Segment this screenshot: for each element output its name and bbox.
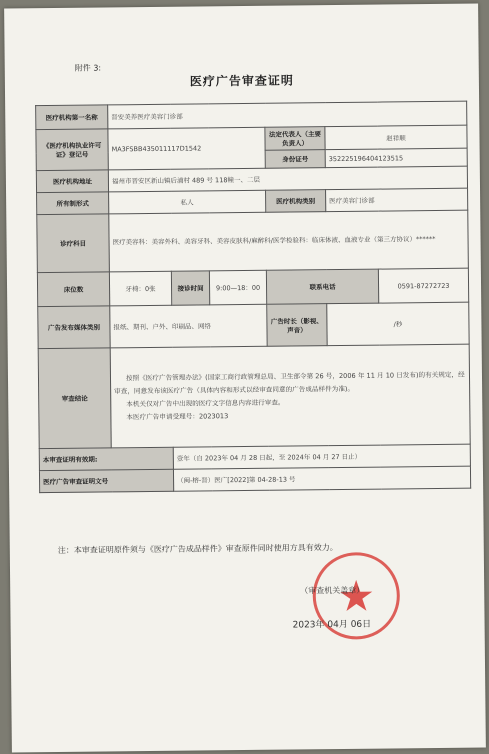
conclusion-paragraph-1: 按照《医疗广告管理办法》(国家工商行政管理总局、卫生部令第 26 号，2006 年 11 月 10 日发布)的有关规定，经审查，同意发布该医疗广告（具体内容和形式以经审查同意的广告成品样件为准)。: [114, 370, 465, 395]
value-validity: 壹年（自 2023年 04 月 28 日起，至 2024年 04 月 27 日止）: [173, 444, 470, 469]
label-duration: 广告时长（影视、声音）: [267, 304, 327, 347]
value-category: 医疗美容门诊部: [326, 188, 468, 211]
row-subjects: [37, 210, 469, 273]
row-beds: [37, 268, 468, 307]
value-legal-rep: 赵祥顺: [325, 125, 467, 149]
certificate-table: [35, 101, 471, 494]
signature-label: （审查机关盖章）: [300, 585, 365, 596]
value-address: 福州市晋安区新山镇后浦村 489 号 118幢一、二层: [108, 166, 467, 192]
value-hours: 9:00—18：00: [209, 270, 266, 305]
label-id-number: 身份证号: [265, 150, 325, 169]
value-phone: 0591-87272723: [378, 268, 468, 303]
value-subjects: 医疗美容科：美容外科、美容牙科、美容皮肤科/麻醉科/医学检验科：临床体液、血液专业（第三方协议）******: [109, 210, 469, 272]
label-address: 医疗机构地址: [36, 170, 108, 193]
label-institution-name: 医疗机构第一名称: [36, 105, 108, 130]
value-institution-name: 晋安美养医疗美容门诊部: [108, 101, 467, 129]
label-hours: 接诊时间: [171, 271, 209, 305]
document-page: [4, 4, 486, 753]
label-subjects: 诊疗科目: [37, 214, 110, 273]
annex-label: 附件 3:: [74, 63, 102, 73]
row-conclusion: [38, 344, 470, 449]
value-id-number: 352225196404123515: [325, 148, 467, 167]
document-title: 医疗广告审查证明: [189, 73, 294, 89]
conclusion-paragraph-3: 本医疗广告申请受理号：2023013: [126, 411, 229, 421]
label-category: 医疗机构类别: [266, 190, 326, 213]
label-legal-rep: 法定代表人（主要负责人）: [265, 127, 325, 151]
label-ownership: 所有制形式: [37, 192, 109, 215]
value-duration: /秒: [327, 302, 469, 345]
issue-date: 2023年 04月 06日: [292, 619, 372, 631]
label-beds: 床位数: [37, 272, 109, 307]
row-approval: [39, 466, 470, 493]
conclusion-paragraph-2: 本机关仅对广告中出现的医疗文字信息内容进行审查。: [126, 398, 285, 408]
label-validity: 本审查证明有效期:: [39, 447, 173, 470]
label-phone: 联系电话: [266, 269, 378, 304]
row-media: [38, 302, 469, 349]
value-ownership: 私人: [109, 190, 266, 214]
value-chairs: 牙椅：0张: [109, 271, 171, 306]
value-approval: （闽-榕-晋）医广[2022]第 04-28-13 号: [173, 466, 470, 491]
value-conclusion: [110, 344, 470, 448]
value-license: MA3FSBB435011117D1542: [108, 127, 265, 170]
label-license: 《医疗机构执业许可证》登记号: [36, 129, 108, 171]
footnote: 注：本审查证明原件须与《医疗广告成品样件》审查原件同时使用方具有效力。: [57, 543, 338, 555]
value-media: 报纸、期刊、户外、印刷品、网络: [110, 304, 267, 348]
label-media: 广告发布媒体类别: [38, 306, 110, 349]
label-conclusion: 审查结论: [38, 348, 111, 449]
label-approval: 医疗广告审查证明文号: [39, 469, 173, 492]
